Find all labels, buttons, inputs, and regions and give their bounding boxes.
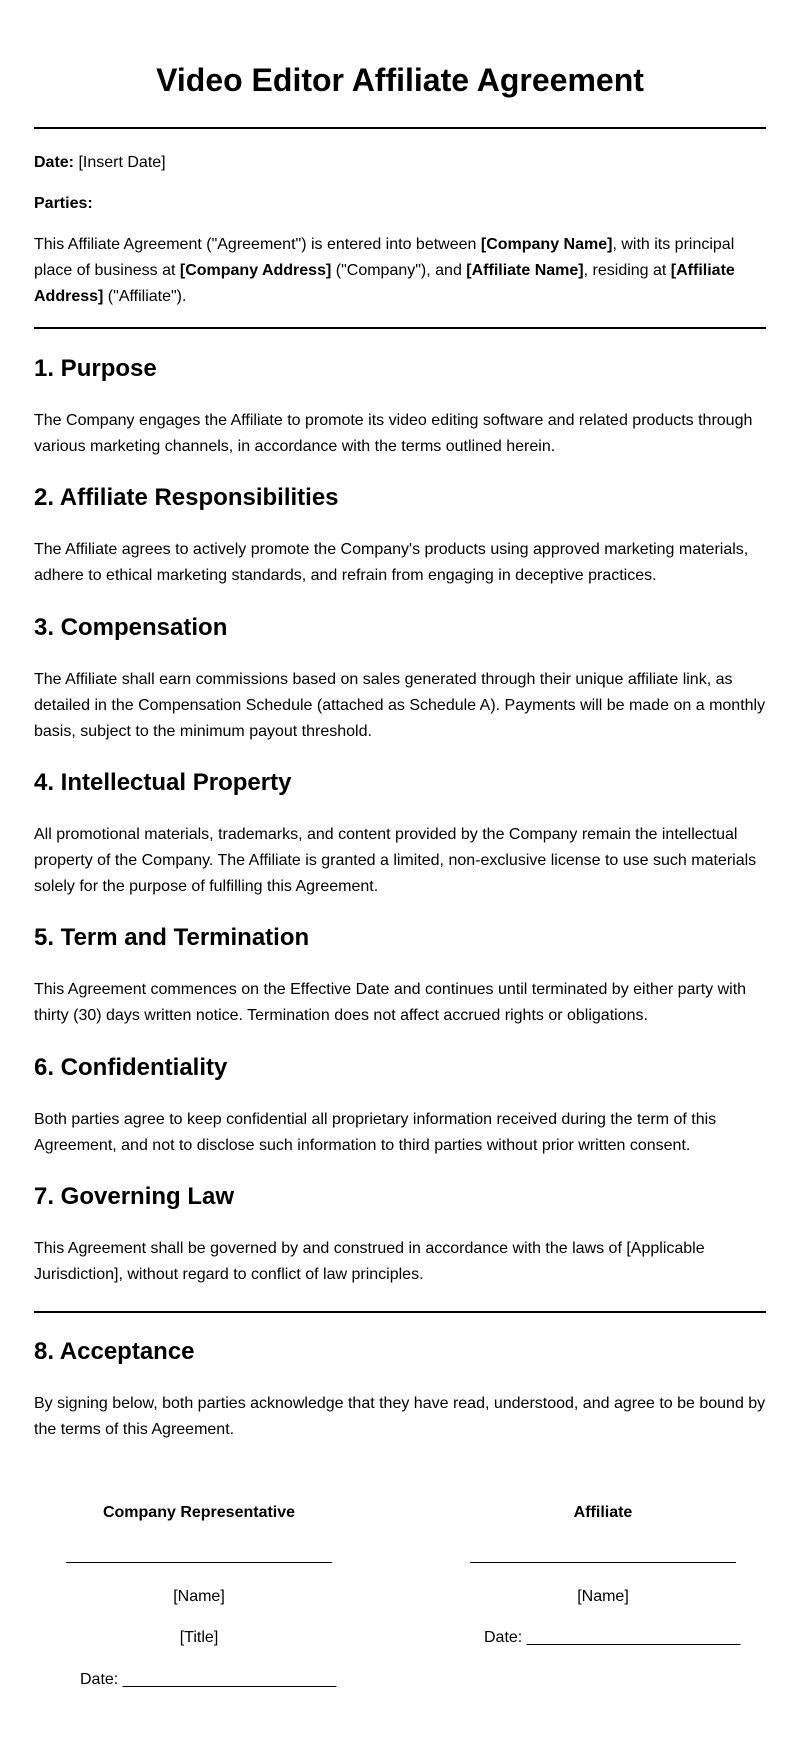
affiliate-name: [Affiliate Name] xyxy=(466,262,584,279)
section-text-intellectual-property: All promotional materials, trademarks, and content provided by the Company remain the intellectual property of the Company. The Affiliate is granted a limited, non-exclusive license to use such materials solely for the purpose of fulfilling this Agreement. xyxy=(34,826,757,895)
affiliate-signer-name: [Name] xyxy=(577,1588,629,1605)
intro-text: ("Affiliate"). xyxy=(103,288,187,305)
date-label: Date: xyxy=(34,154,75,171)
company-signature-date: Date: ________________________ xyxy=(80,1671,337,1688)
section-heading-responsibilities: 2. Affiliate Responsibilities xyxy=(34,484,339,511)
intro-text: , with its principal place of business at xyxy=(34,236,735,279)
company-name: [Company Name] xyxy=(480,236,613,253)
date-line xyxy=(34,150,774,176)
section-text-term: This Agreement commences on the Effective Date and continues until terminated by either party with thirty (30) days written notice. Termination does not affect accrued rights or obligations. xyxy=(34,981,747,1024)
section-text-acceptance: By signing below, both parties acknowledge that they have read, understood, and agree to be bound by the terms of this Agreement. xyxy=(34,1395,766,1438)
section-heading-compensation: 3. Compensation xyxy=(34,614,228,641)
affiliate-signature-line[interactable] xyxy=(470,1562,736,1563)
date-value: [Insert Date] xyxy=(78,154,166,171)
parties-label: Parties: xyxy=(34,195,93,212)
section-heading-confidentiality: 6. Confidentiality xyxy=(34,1054,228,1081)
company-signature-label: Company Representative xyxy=(102,1504,296,1521)
affiliate-signature-label: Affiliate xyxy=(573,1504,633,1521)
section-text-responsibilities: The Affiliate agrees to actively promote the Company's products using approved marketing materials, adhere to ethical marketing standards, and refrain from engaging in deceptive practices. xyxy=(34,541,749,584)
company-signature-line[interactable] xyxy=(66,1562,332,1563)
intro-text: , residing at xyxy=(583,262,671,279)
affiliate-signature-date: Date: ________________________ xyxy=(484,1629,741,1646)
section-heading-term: 5. Term and Termination xyxy=(34,924,310,951)
affiliate-address: [Affiliate Address] xyxy=(34,262,735,305)
company-signer-name: [Name] xyxy=(173,1588,225,1605)
title-divider xyxy=(34,127,766,129)
intro-text: ("Company"), and xyxy=(331,262,467,279)
section-text-governing-law: This Agreement shall be governed by and construed in accordance with the laws of [Applicable Jurisdiction], without regard to conflict of law principles. xyxy=(34,1240,705,1283)
section-heading-intellectual-property: 4. Intellectual Property xyxy=(34,769,292,796)
section-text-purpose: The Company engages the Affiliate to promote its video editing software and related products through various marketing channels, in accordance with the terms outlined herein. xyxy=(34,412,753,455)
section-heading-purpose: 1. Purpose xyxy=(34,355,157,382)
section-text-compensation: The Affiliate shall earn commissions based on sales generated through their unique affiliate link, as detailed in the Compensation Schedule (attached as Schedule A). Payments will be made on a monthly basis, subject to the minimum payout threshold. xyxy=(34,671,766,740)
company-address: [Company Address] xyxy=(179,262,332,279)
section-heading-acceptance: 8. Acceptance xyxy=(34,1338,195,1365)
parties-line xyxy=(34,191,774,217)
document-title: Video Editor Affiliate Agreement xyxy=(156,62,644,98)
section-heading-governing-law: 7. Governing Law xyxy=(34,1183,235,1210)
intro-text: This Affiliate Agreement ("Agreement") is entered into between xyxy=(34,236,481,253)
company-signer-title: [Title] xyxy=(179,1629,219,1646)
intro-divider xyxy=(34,327,766,329)
section-text-confidentiality: Both parties agree to keep confidential all proprietary information received during the term of this Agreement, and not to disclose such information to third parties without prior written consent. xyxy=(34,1111,717,1154)
acceptance-divider xyxy=(34,1311,766,1313)
intro-paragraph xyxy=(34,232,770,310)
